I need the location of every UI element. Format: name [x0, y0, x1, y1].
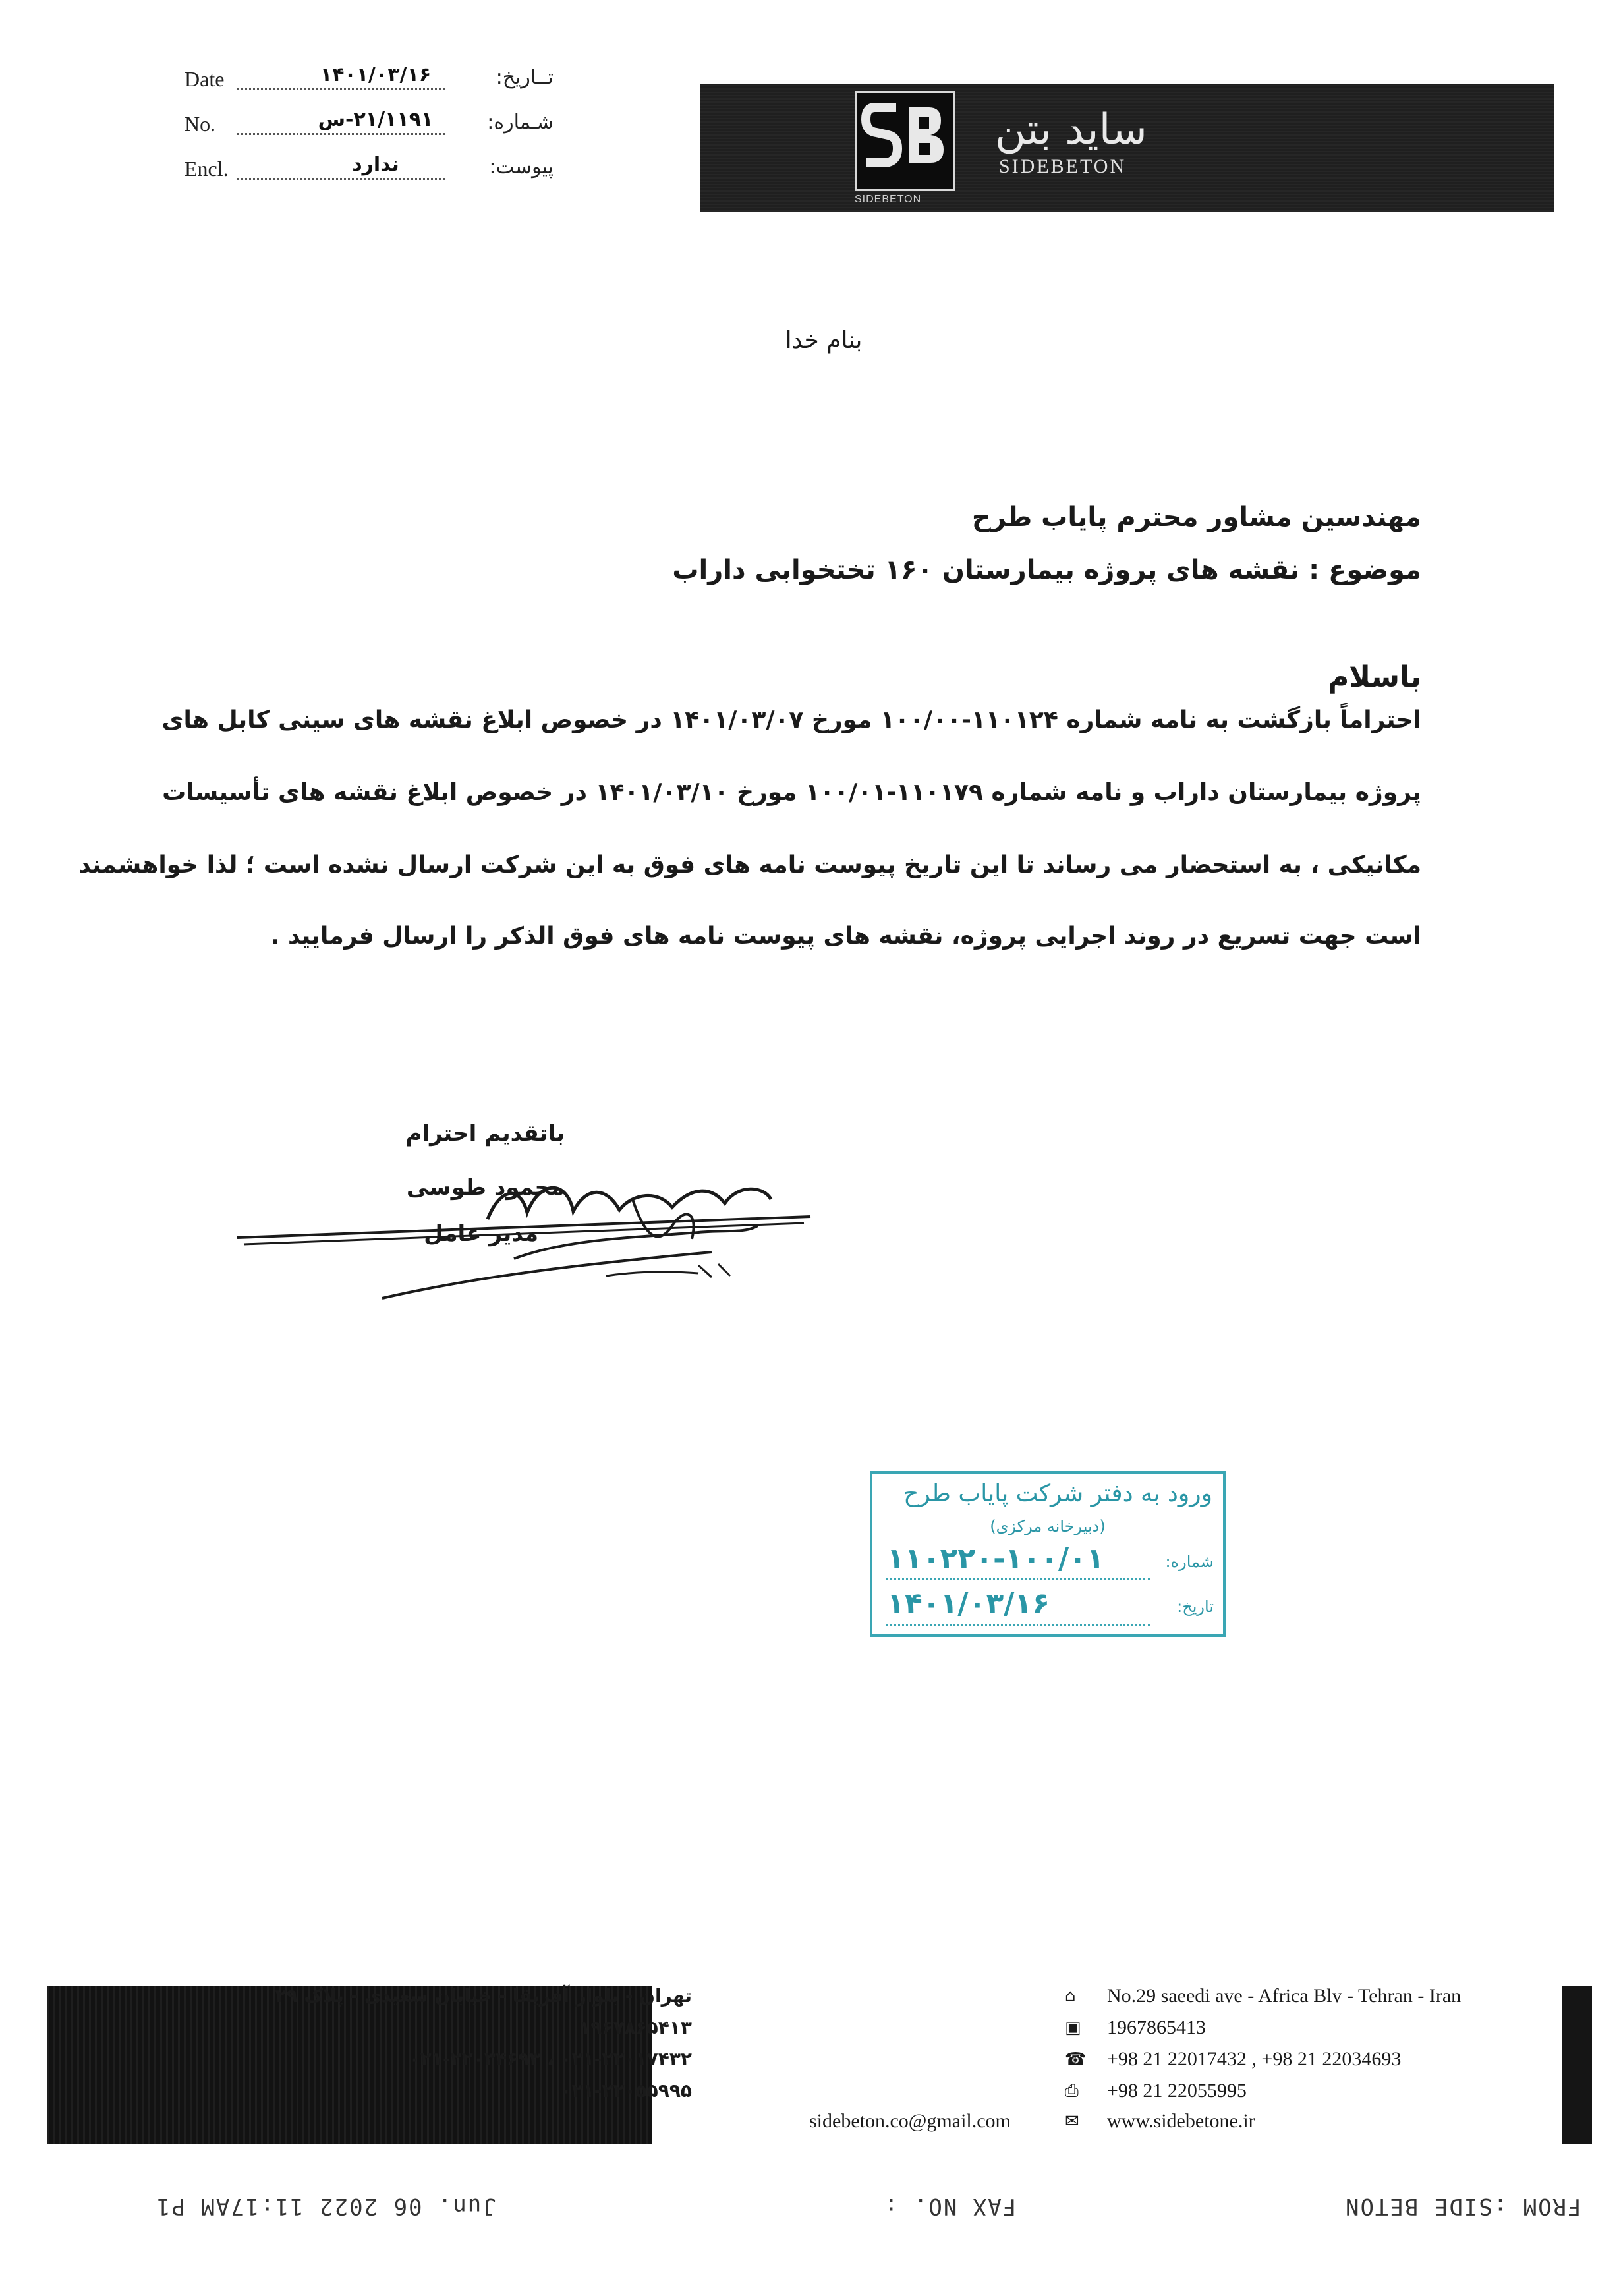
footer-address-en: No.29 saeedi ave - Africa Blv - Tehran - Iran [1107, 1985, 1462, 2007]
footer-postal-fa: ۱۹۶۷۸۶۵۴۱۳ [579, 2017, 692, 2038]
number-row [185, 108, 554, 146]
signer-name: محمود طوسی [406, 1174, 565, 1201]
footer-website: www.sidebetone.ir [1107, 2110, 1255, 2132]
enclosure-value: ندارد [352, 153, 399, 176]
footer-email: sidebeton.co@gmail.com [809, 2110, 1011, 2132]
date-row [185, 63, 554, 101]
footer-phone-fa: ۰۲۱-۲۲۰۱۷۴۳۲ ، ۰۲۱-۲۲۰۳۴۶۹۳ [409, 2048, 692, 2070]
date-label-en: Date [185, 67, 225, 91]
date-value: ۱۴۰۱/۰۳/۱۶ [320, 63, 432, 86]
email-icon: ✉ [1065, 2111, 1079, 2131]
sidebeton-logo-mark [855, 91, 955, 191]
phone-icon: ☎ [1065, 2050, 1087, 2069]
enclosure-label-en: Encl. [185, 157, 229, 181]
fax-icon: ⎙ [1065, 2081, 1079, 2101]
brand-name-en: SIDEBETON [999, 156, 1127, 177]
number-value: ۲۱/۱۱۹۱-س [318, 108, 434, 131]
footer-address-fa: تهران - بلوار آفریقا - خیابان سعیدی - پلاک ۲۹ [275, 1985, 692, 2007]
subject-line: موضوع : نقشه های پروژه بیمارستان ۱۶۰ تختخوابی داراب [672, 555, 1421, 585]
date-label-fa: تــاریخ: [496, 66, 554, 89]
brand-name-fa: ساید بتن [995, 105, 1147, 154]
basmala-heading: بنام خدا [785, 327, 863, 354]
body-line-1: احتراماً بازگشت به نامه شماره ۱۱۰۱۲۴-۱۰۰/۰۰ مورخ ۱۴۰۱/۰۳/۰۷ در خصوص ابلاغ نقشه های سینی کابل های [161, 706, 1421, 733]
number-dotted-line [237, 133, 445, 135]
stamp-date-line [886, 1624, 1150, 1626]
number-label-en: No. [185, 112, 216, 136]
closing-line: باتقدیم احترام [405, 1120, 565, 1147]
footer-fax-fa: ۰۲۱-۲۲۰۵۵۹۹۵ [560, 2080, 692, 2102]
footer-postal-en: 1967865413 [1107, 2017, 1206, 2038]
fax-number-label: FAX NO. : [883, 2193, 1017, 2220]
stamp-date-value: ۱۴۰۱/۰۳/۱۶ [887, 1587, 1050, 1621]
body-line-4: است جهت تسریع در روند اجرایی پروژه، نقشه های پیوست نامه های فوق الذکر را ارسال فرمایید . [270, 923, 1421, 950]
footer-dark-bar-right [1562, 1986, 1592, 2144]
mailbox-icon: ▣ [1065, 2018, 1081, 2038]
logo-caption: SIDEBETON [855, 194, 922, 205]
recipient-line: مهندسین مشاور محترم پایاب طرح [971, 502, 1421, 532]
stamp-number-value: ۱۱۰۲۲۰-۱۰۰/۰۱ [887, 1542, 1104, 1576]
stamp-subtitle: (دبیرخانه مرکزی) [990, 1517, 1106, 1535]
enclosure-dotted-line [237, 178, 445, 180]
enclosure-row [185, 153, 554, 191]
footer-phone-en: +98 21 22017432 , +98 21 22034693 [1107, 2048, 1402, 2070]
handwritten-signature [237, 1160, 817, 1318]
stamp-number-line [886, 1578, 1150, 1580]
fax-timestamp: Jun. 06 2022 11:17AM P1 [156, 2193, 496, 2220]
stamp-date-label: تاریخ: [1177, 1597, 1214, 1616]
receipt-stamp [870, 1471, 1226, 1637]
enclosure-label-fa: پیوست: [489, 156, 554, 179]
greeting-line: باسلام [1328, 660, 1421, 694]
signer-title: مدیر عامل [424, 1220, 538, 1247]
stamp-title: ورود به دفتر شرکت پایاب طرح [903, 1480, 1212, 1507]
body-line-3: مکانیکی ، به استحضار می رساند تا این تاریخ پیوست نامه های فوق به این شرکت ارسال نشده است ؛ لذا خواهشمند [78, 851, 1421, 878]
home-icon: ⌂ [1065, 1986, 1076, 2006]
stamp-number-label: شماره: [1165, 1553, 1214, 1571]
number-label-fa: شـماره: [487, 111, 554, 134]
footer-fax-en: +98 21 22055995 [1107, 2080, 1247, 2102]
sb-logo-icon [857, 93, 953, 189]
fax-from: FROM :SIDE BETON [1344, 2193, 1581, 2220]
body-line-2: پروژه بیمارستان داراب و نامه شماره ۱۱۰۱۷۹-۱۰۰/۰۱ مورخ ۱۴۰۱/۰۳/۱۰ در خصوص ابلاغ نقشه های تأسیسات [162, 779, 1421, 806]
date-dotted-line [237, 88, 445, 90]
